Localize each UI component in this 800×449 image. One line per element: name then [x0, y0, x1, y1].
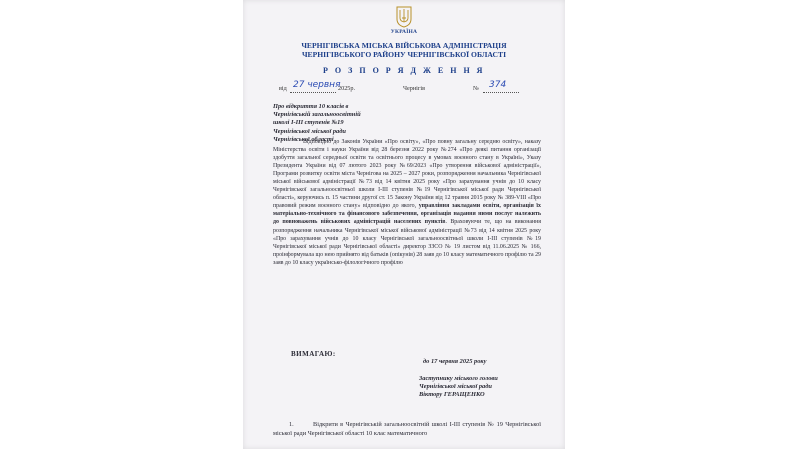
- preamble-text-continued: . Враховуючи те, що на виконання розпорядження начальника Чернігівської міської військової адміністрації №73 від 14 квітня 2025 року «Про зарахування учнів до 10 класу Чернігівської загальноосвітньої школи І-ІІІ ступенів №19 Чернігівської міської ради Чернігівської області» директор ЗЗСО № 19 листом від 11.06.2025 № 166, проінформувала що нею прийнято від батьків (опікунів) 28 заяв до 10 класу математичного профілю та 29 заяв до 10 класу українсько-філологічного профілю: [273, 219, 541, 266]
- addressee-line: Віктору ГЕРАЩЕНКО: [419, 391, 485, 399]
- trident-coat-of-arms-icon: [396, 6, 412, 28]
- subject-line: Чернігівській загальноосвітній: [273, 111, 361, 119]
- document-page: [243, 0, 565, 449]
- preamble-paragraph: [273, 135, 542, 267]
- date-underline: [290, 92, 336, 93]
- organization-line-2: ЧЕРНІГІВСЬКОГО РАЙОНУ ЧЕРНІГІВСЬКОЇ ОБЛАСТІ: [301, 50, 507, 59]
- document-year: 2025р.: [338, 85, 356, 92]
- document-city: Чернігів: [403, 85, 426, 92]
- subject-line: Чернігівської області: [273, 135, 334, 143]
- document-type: Р О З П О Р Я Д Ж Е Н Н Я: [323, 66, 485, 75]
- number-underline: [483, 92, 519, 93]
- order-item-1: [273, 420, 541, 438]
- item-number: 1.: [289, 421, 294, 428]
- handwritten-number: 374: [489, 80, 507, 90]
- preamble-bold-text: управління закладами освіти, організація їх матеріально-технічного та фінансового забезпечення, організація надання ними послуг належить до повноважень військових адміністрацій населених пунктів: [273, 203, 542, 226]
- number-sign: №: [473, 85, 479, 92]
- subject-line: Чернігівської міської ради: [273, 127, 346, 135]
- country-name: УКРАЇНА: [390, 29, 418, 35]
- handwritten-date: 27 червня: [293, 80, 341, 90]
- deadline: до 17 червня 2025 року: [423, 358, 487, 365]
- subject-line: Про відкриття 10 класів в: [273, 103, 349, 110]
- organization-line-1: ЧЕРНІГІВСЬКА МІСЬКА ВІЙСЬКОВА АДМІНІСТРАЦІЯ: [301, 41, 507, 50]
- date-prefix: від: [279, 85, 287, 92]
- preamble-text: Відповідно до Законів України «Про освіту», «Про повну загальну середню освіту», наказу Міністерства освіти і науки України від 28 березня 2022 року №274 «Про деякі питання організації здобуття загальної середньої освіти та освітнього процесу в умовах воєнного стану в Україні», Указу Президента України від 07 лютого 2023 року №69/2023 «Про утворення військової адміністрації», Програми розвитку освіти міста Чернігова на 2025 – 2027 роки, розпорядження начальника Чернігівської міської військової адміністрації №73 від 14 квітня 2025 року «Про зарахування учнів до 10 класу Чернігівської загальноосвітньої школи І-ІІІ ступенів №19 Чернігівської міської ради Чернігівської області», керуючись п. 15 частини другої ст. 15 Закону України від 12 травня 2015 року № 389-VIII «Про правовий режим воєнного стану» відповідно до якого,: [273, 139, 541, 210]
- addressee-line: Заступнику міського голови: [419, 375, 498, 382]
- addressee-line: Чернігівської міської ради: [419, 383, 492, 391]
- item-text: Відкрити в Чернігівській загальноосвітній школі І-ІІІ ступенів № 19 Чернігівської міської ради Чернігівської області 10 клас математичного: [273, 421, 541, 437]
- subject-line: школі І-ІІІ ступенів №19: [273, 119, 344, 127]
- addressee-block: [419, 375, 539, 400]
- demand-heading: ВИМАГАЮ:: [291, 350, 336, 358]
